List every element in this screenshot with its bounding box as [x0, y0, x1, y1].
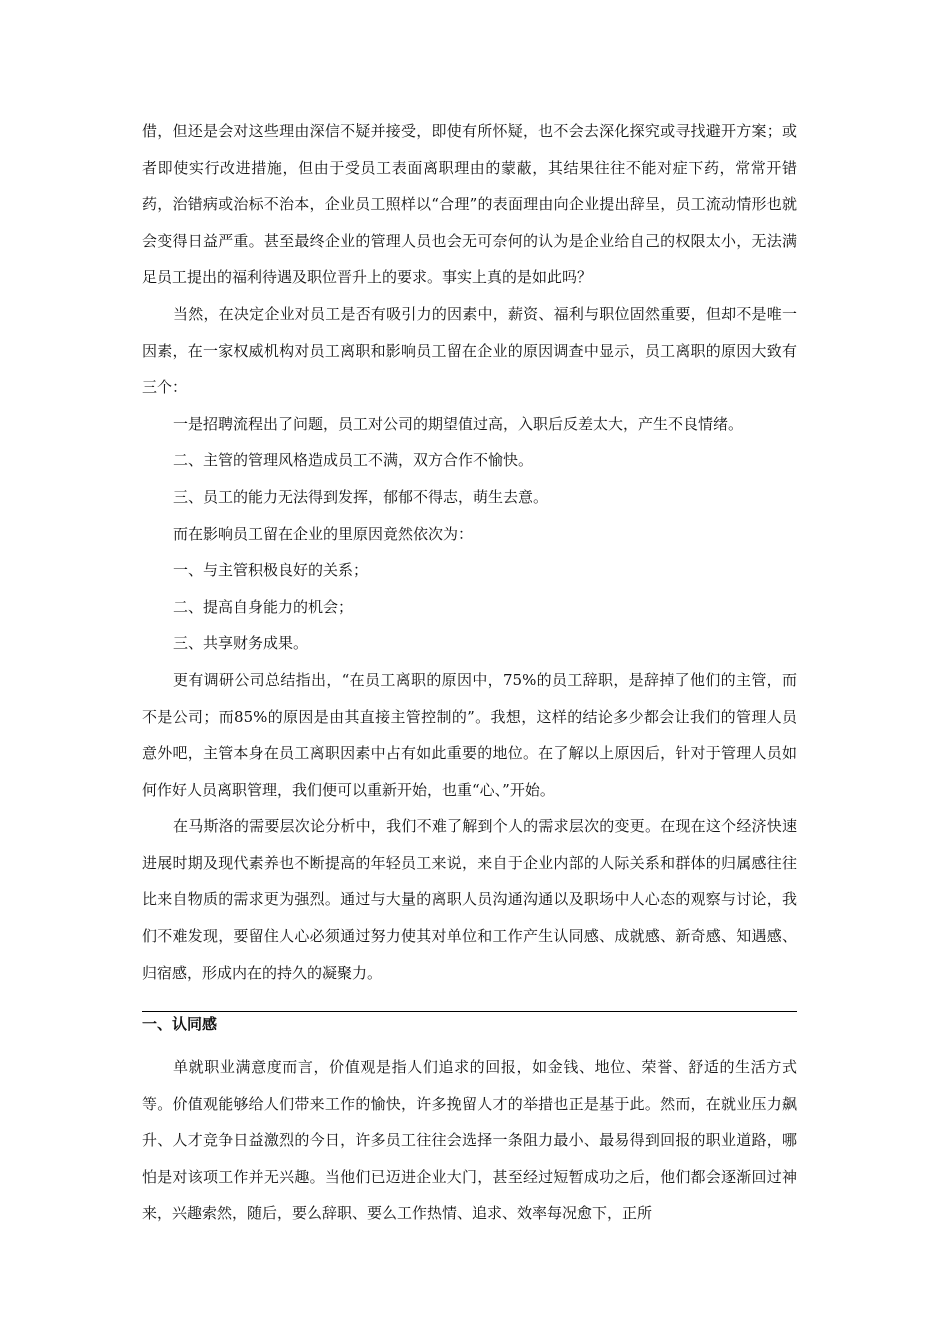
paragraph-10: 更有调研公司总结指出，“在员工离职的原因中，75%的员工辞职，是辞掉了他们的主管，而不是公司；而85%的原因是由其直接主管控制的”。我想，这样的结论多少都会让我们的管理人员意外吧，主管本身在员工离职因素中占有如此重要的地位。在了解以上原因后，针对于管理人员如何作好人员离职管理，我们便可以重新开始，也重“心、”开始。	[142, 670, 797, 799]
section-paragraph: 单就职业满意度而言，价值观是指人们追求的回报，如金钱、地位、荣誉、舒适的生活方式等。价值观能够给人们带来工作的愉快，许多挽留人才的举措也正是基于此。然而，在就业压力飙升、人才竞争日益激烈的今日，许多员工往往会选择一条阻力最小、最易得到回报的职业道路，哪怕是对该项工作并无兴趣。当他们已迈进企业大门，甚至经过短暂成功之后，他们都会逐渐回过神来，兴趣索然，随后，要么辞职、要么工作热情、追求、效率每况愈下，正所	[142, 1058, 797, 1223]
section-body	[142, 1049, 797, 1232]
paragraph-8: 二、提高自身能力的机会；	[173, 597, 354, 616]
section-identification	[142, 1011, 797, 1232]
paragraph-7: 一、与主管积极良好的关系；	[173, 561, 369, 580]
paragraph-5: 三、员工的能力无法得到发挥，郁郁不得志，萌生去意。	[173, 487, 549, 506]
paragraph-6: 而在影响员工留在企业的里原因竟然依次为：	[173, 524, 474, 543]
paragraph-3: 一是招聘流程出了问题，员工对公司的期望值过高，入职后反差太大，产生不良情绪。	[173, 414, 744, 433]
document-body	[142, 113, 797, 991]
section-heading: 一、认同感	[142, 1015, 218, 1033]
paragraph-1: 借，但还是会对这些理由深信不疑并接受，即使有所怀疑，也不会去深化探究或寻找避开方案；或者即使实行改进措施，但由于受员工表面离职理由的蒙蔽，其结果往往不能对症下药，常常开错药，治错病或治标不治本，企业员工照样以“合理”的表面理由向企业提出辞呈，员工流动情形也就会变得日益严重。甚至最终企业的管理人员也会无可奈何的认为是企业给自己的权限太小，无法满足员工提出的福利待遇及职位晋升上的要求。事实上真的是如此吗？	[142, 122, 797, 287]
paragraph-2: 当然，在决定企业对员工是否有吸引力的因素中，薪资、福利与职位固然重要，但却不是唯一因素，在一家权威机构对员工离职和影响员工留在企业的原因调查中显示，员工离职的原因大致有三个：	[142, 304, 797, 397]
paragraph-11: 在马斯洛的需要层次论分析中，我们不难了解到个人的需求层次的变更。在现在这个经济快速进展时期及现代素养也不断提高的年轻员工来说，来自于企业内部的人际关系和群体的归属感往往比来自物质的需求更为强烈。通过与大量的离职人员沟通沟通以及职场中人心态的观察与讨论，我们不难发现，要留住人心必须通过努力使其对单位和工作产生认同感、成就感、新奇感、知遇感、归宿感，形成内在的持久的凝聚力。	[142, 817, 797, 982]
paragraph-4: 二、主管的管理风格造成员工不满，双方合作不愉快。	[173, 451, 534, 470]
paragraph-9: 三、共享财务成果。	[173, 634, 309, 653]
